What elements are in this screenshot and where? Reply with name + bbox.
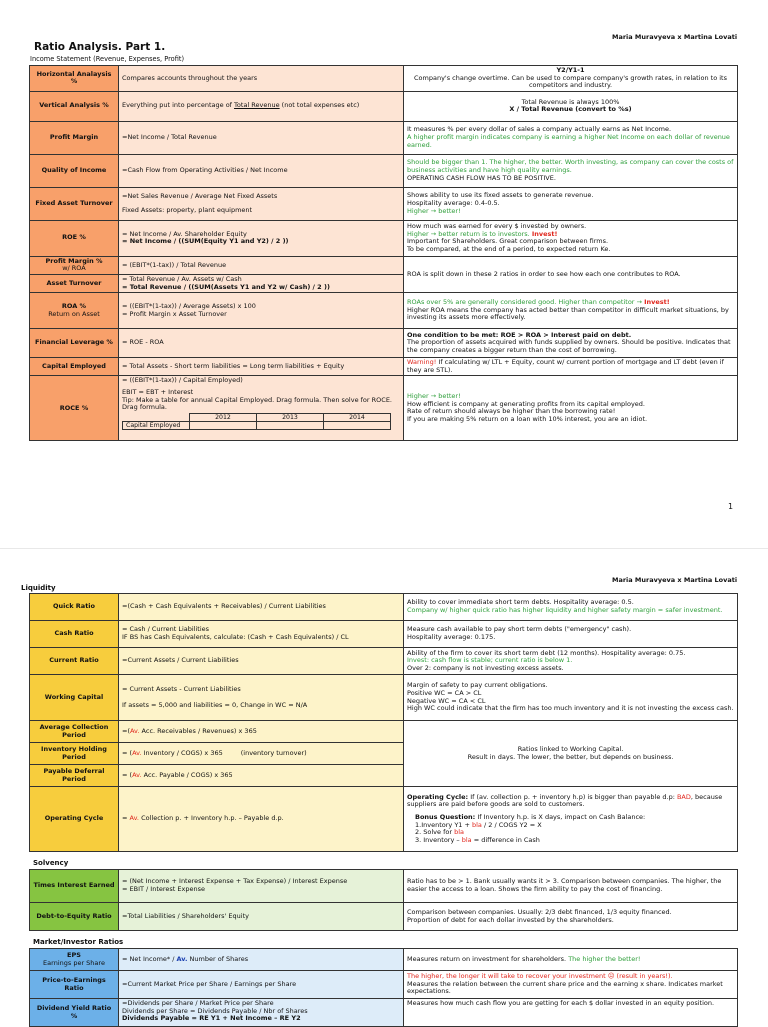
row-working-capital bbox=[30, 675, 738, 721]
label-sub: w/ ROA bbox=[62, 264, 86, 273]
desc-line: Ratios linked to Working Capital. bbox=[517, 744, 624, 753]
formula-average-collection bbox=[119, 721, 404, 743]
desc-eps bbox=[404, 949, 738, 971]
formula-part: = ( bbox=[122, 748, 133, 757]
row-debt-to-equity bbox=[30, 903, 738, 931]
formula-asset-turnover bbox=[119, 274, 404, 292]
desc-text: If (av. collection p. + inventory h.p) is bigger than payable d.p: bbox=[468, 792, 677, 801]
label-fixed-asset-turnover: Fixed Asset Turnover bbox=[30, 187, 119, 220]
desc-line: Comparison between companies. Usually: 2/3 debt financed, 1/3 equity financed. bbox=[407, 907, 672, 916]
formula-part: = ( bbox=[122, 770, 133, 779]
label-capital-employed: Capital Employed bbox=[30, 358, 119, 376]
label-vertical-analysis: Vertical Analysis % bbox=[30, 91, 119, 121]
desc-line: OPERATING CASH FLOW HAS TO BE POSITIVE. bbox=[407, 173, 556, 182]
desc-green: Higher → better return is to investors. bbox=[407, 229, 532, 238]
formula-line: IF BS has Cash Equivalents, calculate: (Cash + Cash Equivalents) / CL bbox=[122, 633, 349, 641]
formula-line: Fixed Assets: property, plant equipment bbox=[122, 205, 253, 214]
market-investor-table bbox=[29, 948, 738, 1027]
desc-horizontal-analysis bbox=[404, 66, 738, 92]
formula-roe bbox=[119, 220, 404, 256]
label-asset-turnover: Asset Turnover bbox=[30, 274, 119, 292]
desc-vertical-analysis bbox=[404, 91, 738, 121]
label-sub: Return on Asset bbox=[48, 309, 100, 318]
row-roa bbox=[30, 293, 738, 329]
formula-line: = Net Income / Av. Shareholder Equity bbox=[122, 229, 247, 238]
label-cash-ratio: Cash Ratio bbox=[30, 621, 119, 648]
formula-line: EBIT = EBT + Interest bbox=[122, 387, 194, 396]
label-debt-to-equity: Debt-to-Equity Ratio bbox=[30, 903, 119, 931]
formula-eps bbox=[119, 949, 404, 971]
step-text: = difference in Cash bbox=[471, 835, 540, 844]
formula-note: (inventory turnover) bbox=[240, 748, 307, 757]
formula-debt-to-equity: =Total Liabilities / Shareholders' Equity bbox=[119, 903, 404, 931]
step-text: 2. Solve for bbox=[415, 828, 455, 837]
desc-text: , because suppliers are paid before goods are sold to customers. bbox=[407, 792, 723, 809]
desc-quality-of-income bbox=[404, 154, 738, 187]
desc-line: Negative WC = CA < CL bbox=[407, 696, 486, 705]
desc-line-bold: One condition to be met: ROE > ROA > Interest paid on debt. bbox=[407, 330, 632, 339]
formula-line: = ((EBIT*(1-tax)) / Capital Employed) bbox=[122, 376, 243, 385]
formula-working-capital bbox=[119, 675, 404, 721]
label-quick-ratio: Quick Ratio bbox=[30, 594, 119, 621]
desc-fixed-asset-turnover bbox=[404, 187, 738, 220]
formula-profit-margin: =Net Income / Total Revenue bbox=[119, 121, 404, 154]
desc-operating-cycle bbox=[404, 787, 738, 852]
formula-inventory-holding bbox=[119, 743, 404, 765]
formula-horizontal-analysis: Compares accounts throughout the years bbox=[119, 66, 404, 92]
step-bla: bla bbox=[461, 835, 472, 844]
label-inventory-holding: Inventory Holding Period bbox=[30, 743, 119, 765]
desc-dividend-yield: Measures how much cash flow you are getting for each $ dollar invested in an equity position. bbox=[404, 999, 738, 1027]
desc-line-green: A higher profit margin indicates company is earning a higher Net Income on each dollar of revenue earned. bbox=[407, 132, 730, 149]
desc-text: If calculating w/ LTL + Equity, count w/ current portion of mortgage and LT debt (even if they are STL). bbox=[407, 358, 724, 374]
empty-cell bbox=[123, 413, 190, 421]
desc-bad: BAD bbox=[676, 792, 691, 801]
desc-line: If you are making 5% return on a loan with 10% interest, you are an idiot. bbox=[407, 414, 648, 423]
year-2013: 2013 bbox=[257, 413, 324, 421]
label-current-ratio: Current Ratio bbox=[30, 648, 119, 675]
label-working-capital: Working Capital bbox=[30, 675, 119, 721]
row-eps bbox=[30, 949, 738, 971]
step-text: / 2 / COGS Y2 = X bbox=[481, 820, 542, 829]
liquidity-table bbox=[29, 593, 738, 852]
formula-times-interest-earned bbox=[119, 870, 404, 903]
formula-line: = ((EBIT*(1-tax)) / Average Assets) x 100 bbox=[122, 302, 256, 311]
solvency-table bbox=[29, 869, 738, 931]
formula-part: Number of Shares bbox=[187, 954, 249, 963]
step-3 bbox=[407, 837, 734, 845]
desc-line: Shows ability to use its fixed assets to generate revenue. bbox=[407, 191, 594, 200]
desc-line: High WC could indicate that the firm has too much inventory and it is not investing the excess cash. bbox=[407, 704, 734, 713]
row-operating-cycle bbox=[30, 787, 738, 852]
label-average-collection: Average Collection Period bbox=[30, 721, 119, 743]
row-dividend-yield bbox=[30, 999, 738, 1027]
empty-cell bbox=[257, 421, 324, 429]
label-financial-leverage: Financial Leverage % bbox=[30, 329, 119, 358]
desc-line: Proportion of debt for each dollar invested by the shareholders. bbox=[407, 915, 614, 924]
row-price-to-earnings bbox=[30, 971, 738, 999]
desc-line: Important for Shareholders. Great comparison between firms. bbox=[407, 237, 609, 246]
step-bla: bla bbox=[472, 820, 482, 829]
desc-line: Positive WC = CA > CL bbox=[407, 688, 482, 697]
formula-av: Av. bbox=[132, 748, 142, 757]
desc-cash-ratio bbox=[404, 621, 738, 648]
row-quality-of-income bbox=[30, 154, 738, 187]
formula-line-bold: = Net Income / ((SUM(Equity Y1 and Y2) / 2 )) bbox=[122, 237, 289, 246]
formula-line: = Profit Margin x Asset Turnover bbox=[122, 309, 227, 318]
formula-part: Acc. Receivables / Revenues) x 365 bbox=[139, 726, 257, 735]
formula-part: = Net Income* / bbox=[122, 954, 177, 963]
formula-vertical-analysis bbox=[119, 91, 404, 121]
desc-line: Higher ROA means the company has acted better than competitor in difficult market situations, by investing its assets more effectively. bbox=[407, 305, 729, 322]
desc-line: Margin of safety to pay current obligations. bbox=[407, 681, 548, 690]
desc-green: ROAs over 5% are generally considered good. Higher than competitor → bbox=[407, 298, 645, 307]
desc-line-red: The higher, the longer it will take to recover your investment ☹ (result in years!). bbox=[407, 972, 673, 981]
label-main: EPS bbox=[67, 950, 81, 959]
formula-part: (not total expenses etc) bbox=[279, 101, 360, 110]
formula-dividend-yield bbox=[119, 999, 404, 1027]
row-quick-ratio bbox=[30, 594, 738, 621]
desc-line-green: Company w/ higher quick ratio has higher liquidity and higher safety margin = safer investment. bbox=[407, 606, 723, 614]
desc-green: The higher the better! bbox=[568, 954, 641, 963]
label-main: Profit Margin % bbox=[45, 256, 103, 265]
desc-title: Y2/Y1-1 bbox=[556, 66, 585, 74]
label-dividend-yield: Dividend Yield Ratio % bbox=[30, 999, 119, 1027]
row-current-ratio bbox=[30, 648, 738, 675]
desc-line-green: Invest: cash flow is stable; current ratio is below 1. bbox=[407, 656, 573, 665]
desc-times-interest-earned: Ratio has to be > 1. Bank usually wants it > 3. Comparison between companies. The higher, the easier the access to a loan. Shows the firm ability to pay the cost of financing. bbox=[404, 870, 738, 903]
page-number: 1 bbox=[728, 502, 734, 511]
desc-line: Measures the relation between the current share price and the earning x share. Indicates market expectations. bbox=[407, 979, 723, 996]
section-market-investor: Market/Investor Ratios bbox=[33, 938, 124, 946]
desc-line: Hospitality average: 0.175. bbox=[407, 633, 496, 641]
desc-line: To be compared, at the end of a period, to expected return Ke. bbox=[407, 244, 611, 253]
label-sub: Earnings per Share bbox=[43, 958, 105, 967]
desc-line-green: Should be bigger than 1. The higher, the better. Worth investing, as company can cover the costs of business activities and have high quality earnings. bbox=[407, 158, 734, 174]
row-horizontal-analysis bbox=[30, 66, 738, 92]
page-title: Ratio Analysis. Part 1. bbox=[34, 41, 166, 53]
desc-line: Result in days. The lower, the better, but depends on business. bbox=[467, 752, 674, 761]
income-statement-table bbox=[29, 65, 738, 441]
formula-cash-ratio bbox=[119, 621, 404, 648]
label-operating-cycle: Operating Cycle bbox=[30, 787, 119, 852]
desc-bold: Operating Cycle: bbox=[407, 792, 469, 801]
formula-line: = (Net Income + Interest Expense + Tax Expense) / Interest Expense bbox=[122, 877, 348, 886]
desc-line: Total Revenue is always 100% bbox=[521, 97, 620, 106]
desc-line: How efficient is company at generating profits from its capital employed. bbox=[407, 399, 645, 408]
row-vertical-analysis bbox=[30, 91, 738, 121]
desc-line: Measure cash available to pay short term debts ("emergency" cash). bbox=[407, 625, 632, 634]
formula-line: If assets = 5,000 and liabilities = 0, Change in WC = N/A bbox=[122, 700, 308, 709]
formula-fixed-asset-turnover bbox=[119, 187, 404, 220]
label-payable-deferral: Payable Deferral Period bbox=[30, 765, 119, 787]
formula-part: Inventory / COGS) x 365 bbox=[141, 748, 223, 757]
authors-page2: Maria Muravyeva x Martina Lovati bbox=[612, 576, 738, 584]
step-text: 3. Inventory – bbox=[415, 835, 462, 844]
label-roce: ROCE % bbox=[30, 376, 119, 441]
section-liquidity: Liquidity bbox=[21, 584, 56, 592]
formula-av: Av. bbox=[129, 814, 139, 823]
desc-roa-split: ROA is split down in these 2 ratios in order to see how each one contributes to ROA. bbox=[404, 256, 738, 292]
authors-page1: Maria Muravyeva x Martina Lovati bbox=[612, 33, 738, 41]
formula-line: Dividends per Share = Dividends Payable / Nbr of Shares bbox=[122, 1006, 308, 1015]
desc-quick-ratio bbox=[404, 594, 738, 621]
formula-part: =( bbox=[122, 726, 130, 735]
row-average-collection bbox=[30, 721, 738, 743]
step-bla: bla bbox=[454, 828, 465, 837]
row-times-interest-earned bbox=[30, 870, 738, 903]
formula-line: = Current Assets - Current Liabilities bbox=[122, 684, 241, 693]
row-fixed-asset-turnover bbox=[30, 187, 738, 220]
desc-text: Measures return on investment for shareholders. bbox=[407, 954, 569, 963]
label-main: ROA % bbox=[61, 302, 87, 311]
desc-line: Ability to cover immediate short term debts. Hospitality average: 0.5. bbox=[407, 598, 634, 607]
year-2012: 2012 bbox=[190, 413, 257, 421]
desc-text: Company's change overtime. Can be used to compare company's growth rates, in relation to its competitors and industry. bbox=[414, 73, 727, 90]
desc-working-capital-ratios bbox=[404, 721, 738, 787]
capital-employed-table bbox=[122, 413, 391, 430]
formula-line-bold: = Total Revenue / ((SUM(Assets Y1 and Y2 w/ Cash) / 2 )) bbox=[122, 282, 330, 291]
row-profit-margin-roa bbox=[30, 256, 738, 274]
formula-quality-of-income: =Cash Flow from Operating Activities / Net Income bbox=[119, 154, 404, 187]
formula-payable-deferral bbox=[119, 765, 404, 787]
formula-line: =Dividends per Share / Market Price per Share bbox=[122, 999, 274, 1007]
desc-line: It measures % per every dollar of sales a company actually earns as Net Income. bbox=[407, 125, 672, 134]
bonus-bold: Bonus Question: bbox=[415, 812, 476, 821]
formula-av: Av. bbox=[132, 770, 142, 779]
formula-tip: Tip: Make a table for annual Capital Employed. Drag formula. Then solve for ROCE. Drag formula. bbox=[122, 395, 392, 412]
desc-line: Over 2: company is not investing excess assets. bbox=[407, 663, 564, 672]
formula-roa bbox=[119, 293, 404, 329]
formula-profit-margin-roa: = (EBIT*(1-tax)) / Total Revenue bbox=[119, 256, 404, 274]
formula-av: Av. bbox=[129, 726, 140, 735]
row-capital-employed bbox=[30, 358, 738, 376]
label-price-to-earnings: Price-to-Earnings Ratio bbox=[30, 971, 119, 999]
capital-employed-row bbox=[123, 421, 391, 429]
desc-financial-leverage bbox=[404, 329, 738, 358]
label-profit-margin-roa bbox=[30, 256, 119, 274]
desc-roe bbox=[404, 220, 738, 256]
desc-working-capital bbox=[404, 675, 738, 721]
formula-financial-leverage: = ROE - ROA bbox=[119, 329, 404, 358]
label-roa bbox=[30, 293, 119, 329]
formula-part: Collection p. + Inventory h.p. – Payable d.p. bbox=[139, 814, 284, 823]
formula-quick-ratio: =(Cash + Cash Equivalents + Receivables) / Current Liabilities bbox=[119, 594, 404, 621]
desc-warning: Warning! bbox=[407, 358, 437, 367]
desc-line-bold: X / Total Revenue (convert to %s) bbox=[509, 105, 632, 114]
label-quality-of-income: Quality of Income bbox=[30, 154, 119, 187]
section-solvency: Solvency bbox=[33, 859, 69, 867]
formula-part: = bbox=[122, 814, 130, 823]
formula-line: = Cash / Current Liabilities bbox=[122, 625, 210, 634]
desc-line: The proportion of assets acquired with funds supplied by owners. Should be positive. Indicates that the company creates a bigger return than the cost of borrowing. bbox=[407, 338, 731, 354]
desc-capital-employed bbox=[404, 358, 738, 376]
formula-line: = EBIT / Interest Expense bbox=[122, 885, 205, 893]
label-horizontal-analysis: Horizontal Analaysis % bbox=[30, 66, 119, 92]
empty-cell bbox=[324, 421, 391, 429]
capital-employed-label: Capital Employed bbox=[123, 421, 190, 429]
desc-profit-margin bbox=[404, 121, 738, 154]
desc-line: Rate of return should always be higher than the borrowing rate! bbox=[407, 407, 616, 416]
row-profit-margin bbox=[30, 121, 738, 154]
desc-roa bbox=[404, 293, 738, 329]
desc-price-to-earnings bbox=[404, 971, 738, 999]
formula-capital-employed: = Total Assets - Short term liabilities = Long term liabilities + Equity bbox=[119, 358, 404, 376]
formula-underlined: Total Revenue bbox=[234, 101, 280, 110]
label-roe: ROE % bbox=[30, 220, 119, 256]
page-divider bbox=[0, 548, 768, 549]
desc-invest: Invest! bbox=[531, 229, 558, 238]
desc-debt-to-equity bbox=[404, 903, 738, 931]
formula-operating-cycle bbox=[119, 787, 404, 852]
year-row bbox=[123, 413, 391, 421]
page-subtitle: Income Statement (Revenue, Expenses, Profit) bbox=[30, 55, 185, 63]
year-2014: 2014 bbox=[324, 413, 391, 421]
row-roe bbox=[30, 220, 738, 256]
formula-roce bbox=[119, 376, 404, 441]
desc-line-green: Higher → better! bbox=[407, 392, 461, 401]
bonus-text: If Inventory h.p. is X days, impact on Cash Balance: bbox=[475, 812, 646, 821]
desc-line: Hospitality average: 0.4-0.5. bbox=[407, 198, 500, 207]
desc-line-green: Higher → better! bbox=[407, 206, 461, 215]
formula-part: Acc. Payable / COGS) x 365 bbox=[141, 770, 233, 779]
desc-current-ratio bbox=[404, 648, 738, 675]
formula-price-to-earnings: =Current Market Price per Share / Earnings per Share bbox=[119, 971, 404, 999]
formula-line: =Net Sales Revenue / Average Net Fixed Assets bbox=[122, 192, 278, 201]
formula-part: Everything put into percentage of bbox=[122, 101, 235, 110]
desc-roce bbox=[404, 376, 738, 441]
label-eps bbox=[30, 949, 119, 971]
label-times-interest-earned: Times Interest Earned bbox=[30, 870, 119, 903]
desc-line: Ability of the firm to cover its short term debt (12 months). Hospitality average: 0.75. bbox=[407, 648, 686, 657]
label-profit-margin: Profit Margin bbox=[30, 121, 119, 154]
formula-line: = Total Revenue / Av. Assets w/ Cash bbox=[122, 274, 242, 283]
row-financial-leverage bbox=[30, 329, 738, 358]
desc-invest: Invest! bbox=[644, 298, 670, 307]
desc-line bbox=[407, 794, 734, 809]
row-cash-ratio bbox=[30, 621, 738, 648]
row-roce bbox=[30, 376, 738, 441]
step-text: 1.Inventory Y1 + bbox=[415, 820, 472, 829]
formula-current-ratio: =Current Assets / Current Liabilities bbox=[119, 648, 404, 675]
formula-line-bold: Dividends Payable = RE Y1 + Net Income – RE Y2 bbox=[122, 1014, 301, 1023]
desc-line: How much was earned for every $ invested by owners. bbox=[407, 222, 587, 231]
formula-av: Av. bbox=[176, 954, 188, 963]
empty-cell bbox=[190, 421, 257, 429]
